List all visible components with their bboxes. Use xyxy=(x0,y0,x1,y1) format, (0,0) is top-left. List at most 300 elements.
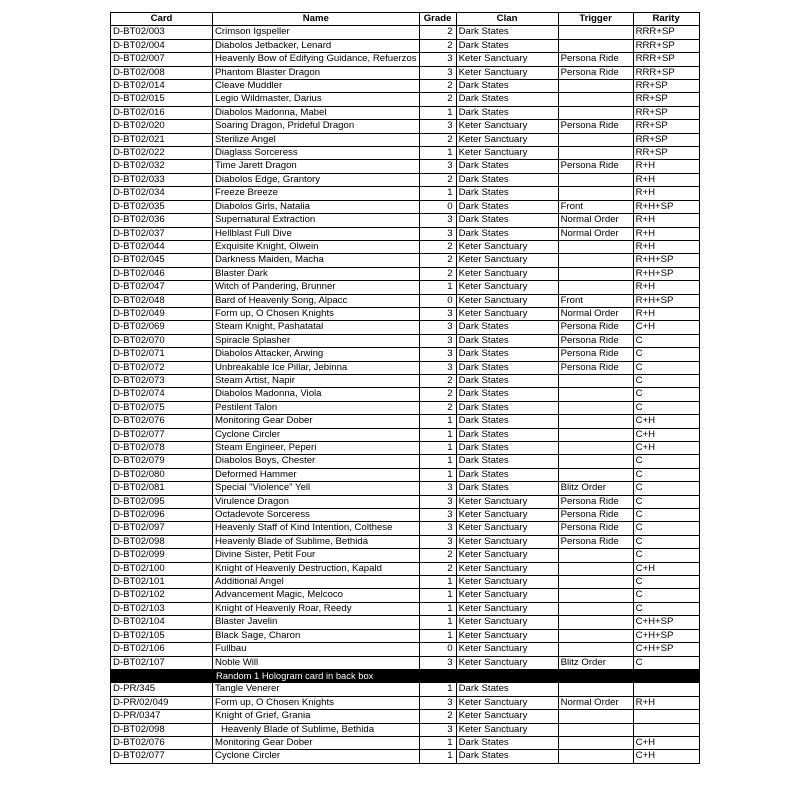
cell-trigger xyxy=(558,736,633,749)
cell-card: D-BT02/095 xyxy=(111,495,213,508)
card-rows xyxy=(111,26,700,670)
cell-rarity: RR+SP xyxy=(633,120,699,133)
cell-grade: 2 xyxy=(419,388,456,401)
cell-trigger xyxy=(558,254,633,267)
cell-clan: Keter Sanctuary xyxy=(456,133,558,146)
table-row xyxy=(111,415,700,428)
cell-card: D-BT02/098 xyxy=(111,723,213,736)
cell-clan: Keter Sanctuary xyxy=(456,254,558,267)
cell-rarity: RRR+SP xyxy=(633,39,699,52)
table-row xyxy=(111,374,700,387)
cell-clan: Keter Sanctuary xyxy=(456,710,558,723)
cell-rarity: C xyxy=(633,374,699,387)
cell-card: D-BT02/105 xyxy=(111,629,213,642)
cell-name: Virulence Dragon xyxy=(213,495,420,508)
cell-clan: Keter Sanctuary xyxy=(456,589,558,602)
cell-rarity: C+H+SP xyxy=(633,629,699,642)
cell-grade: 2 xyxy=(419,93,456,106)
cell-clan: Keter Sanctuary xyxy=(456,307,558,320)
cell-name: Darkness Maiden, Macha xyxy=(213,254,420,267)
cell-rarity: C xyxy=(633,656,699,669)
cell-card: D-BT02/076 xyxy=(111,736,213,749)
header-card: Card xyxy=(111,13,213,26)
cell-clan: Keter Sanctuary xyxy=(456,66,558,79)
table-row xyxy=(111,442,700,455)
table-row xyxy=(111,254,700,267)
cell-rarity: RR+SP xyxy=(633,133,699,146)
cell-clan: Keter Sanctuary xyxy=(456,656,558,669)
table-row xyxy=(111,106,700,119)
cell-grade: 3 xyxy=(419,120,456,133)
cell-name: Supernatural Extraction xyxy=(213,214,420,227)
cell-card: D-BT02/047 xyxy=(111,281,213,294)
cell-rarity: C+H xyxy=(633,736,699,749)
cell-clan: Dark States xyxy=(456,428,558,441)
cell-trigger: Persona Ride xyxy=(558,160,633,173)
cell-grade: 2 xyxy=(419,267,456,280)
cell-rarity: R+H xyxy=(633,160,699,173)
table-row xyxy=(111,576,700,589)
table-row xyxy=(111,66,700,79)
cell-rarity: C xyxy=(633,602,699,615)
cell-rarity: C xyxy=(633,495,699,508)
cell-card: D-BT02/098 xyxy=(111,535,213,548)
cell-card: D-BT02/072 xyxy=(111,361,213,374)
cell-name: Knight of Heavenly Roar, Reedy xyxy=(213,602,420,615)
cell-trigger xyxy=(558,39,633,52)
cell-grade: 3 xyxy=(419,656,456,669)
cell-card: D-BT02/004 xyxy=(111,39,213,52)
cell-name: Bard of Heavenly Song, Alpacc xyxy=(213,294,420,307)
cell-trigger xyxy=(558,401,633,414)
cell-grade: 1 xyxy=(419,106,456,119)
cell-name: Monitoring Gear Dober xyxy=(213,736,420,749)
cell-card: D-PR/02/049 xyxy=(111,696,213,709)
cell-rarity: RRR+SP xyxy=(633,53,699,66)
cell-name: Octadevote Sorceress xyxy=(213,509,420,522)
cell-clan: Keter Sanctuary xyxy=(456,643,558,656)
cell-rarity: C+H+SP xyxy=(633,616,699,629)
cell-card: D-BT02/075 xyxy=(111,401,213,414)
table-row xyxy=(111,535,700,548)
cell-trigger xyxy=(558,468,633,481)
cell-grade: 3 xyxy=(419,160,456,173)
cell-grade: 2 xyxy=(419,39,456,52)
cell-rarity: C xyxy=(633,535,699,548)
cell-clan: Keter Sanctuary xyxy=(456,495,558,508)
cell-grade: 3 xyxy=(419,334,456,347)
cell-card: D-BT02/007 xyxy=(111,53,213,66)
cell-card: D-BT02/099 xyxy=(111,549,213,562)
table-row xyxy=(111,147,700,160)
cell-trigger: Persona Ride xyxy=(558,495,633,508)
table-row xyxy=(111,294,700,307)
cell-trigger xyxy=(558,616,633,629)
cell-name: Tangle Venerer xyxy=(213,683,420,696)
cell-clan: Keter Sanctuary xyxy=(456,723,558,736)
table-row xyxy=(111,240,700,253)
cell-clan: Keter Sanctuary xyxy=(456,509,558,522)
cell-clan: Dark States xyxy=(456,173,558,186)
cell-card: D-BT02/021 xyxy=(111,133,213,146)
cell-name: Form up, O Chosen Knights xyxy=(213,696,420,709)
cell-card: D-BT02/071 xyxy=(111,348,213,361)
cell-clan: Dark States xyxy=(456,374,558,387)
cell-card: D-BT02/003 xyxy=(111,26,213,39)
cell-name: Special "Violence" Yell xyxy=(213,482,420,495)
cell-clan: Keter Sanctuary xyxy=(456,616,558,629)
cell-clan: Keter Sanctuary xyxy=(456,120,558,133)
table-row xyxy=(111,93,700,106)
cell-name: Witch of Pandering, Brunner xyxy=(213,281,420,294)
cell-rarity: C+H+SP xyxy=(633,643,699,656)
table-row xyxy=(111,361,700,374)
cell-clan: Dark States xyxy=(456,415,558,428)
cell-card: D-BT02/074 xyxy=(111,388,213,401)
cell-grade: 2 xyxy=(419,562,456,575)
cell-name: Advancement Magic, Melcoco xyxy=(213,589,420,602)
table-row xyxy=(111,160,700,173)
cell-name: Blaster Dark xyxy=(213,267,420,280)
cell-name: Sterilize Angel xyxy=(213,133,420,146)
cell-clan: Dark States xyxy=(456,388,558,401)
table-row xyxy=(111,53,700,66)
cell-rarity: R+H xyxy=(633,214,699,227)
cell-name: Exquisite Knight, Olwein xyxy=(213,240,420,253)
cell-card: D-BT02/096 xyxy=(111,509,213,522)
header-clan: Clan xyxy=(456,13,558,26)
cell-clan: Dark States xyxy=(456,361,558,374)
card-list-table xyxy=(110,12,700,764)
cell-card: D-BT02/035 xyxy=(111,200,213,213)
cell-trigger xyxy=(558,415,633,428)
cell-name: Diabolos Edge, Grantory xyxy=(213,173,420,186)
table-row xyxy=(111,602,700,615)
cell-clan: Dark States xyxy=(456,401,558,414)
cell-name: Cleave Muddler xyxy=(213,80,420,93)
table-row xyxy=(111,468,700,481)
cell-trigger: Persona Ride xyxy=(558,66,633,79)
cell-grade: 3 xyxy=(419,66,456,79)
cell-trigger: Normal Order xyxy=(558,696,633,709)
cell-grade: 3 xyxy=(419,495,456,508)
cell-trigger xyxy=(558,643,633,656)
cell-rarity: R+H+SP xyxy=(633,294,699,307)
cell-card: D-BT02/045 xyxy=(111,254,213,267)
table-row xyxy=(111,455,700,468)
cell-rarity: C xyxy=(633,522,699,535)
cell-trigger: Persona Ride xyxy=(558,509,633,522)
table-row xyxy=(111,173,700,186)
cell-card: D-BT02/046 xyxy=(111,267,213,280)
cell-trigger xyxy=(558,589,633,602)
cell-grade: 3 xyxy=(419,535,456,548)
cell-name: Knight of Grief, Grania xyxy=(213,710,420,723)
cell-trigger xyxy=(558,147,633,160)
cell-card: D-BT02/044 xyxy=(111,240,213,253)
cell-grade: 3 xyxy=(419,509,456,522)
cell-card: D-BT02/097 xyxy=(111,522,213,535)
cell-grade: 1 xyxy=(419,147,456,160)
cell-rarity: C+H xyxy=(633,428,699,441)
cell-rarity: C+H xyxy=(633,321,699,334)
cell-grade: 2 xyxy=(419,254,456,267)
cell-rarity: R+H+SP xyxy=(633,200,699,213)
table-row xyxy=(111,334,700,347)
cell-card: D-BT02/078 xyxy=(111,442,213,455)
cell-trigger xyxy=(558,281,633,294)
cell-trigger xyxy=(558,388,633,401)
cell-grade: 3 xyxy=(419,696,456,709)
cell-trigger xyxy=(558,455,633,468)
cell-name: Cyclone Circler xyxy=(213,428,420,441)
cell-trigger: Persona Ride xyxy=(558,348,633,361)
cell-clan: Dark States xyxy=(456,106,558,119)
cell-rarity xyxy=(633,683,699,696)
cell-name: Deformed Hammer xyxy=(213,468,420,481)
cell-trigger xyxy=(558,723,633,736)
cell-card: D-BT02/049 xyxy=(111,307,213,320)
cell-clan: Dark States xyxy=(456,214,558,227)
cell-grade: 1 xyxy=(419,281,456,294)
cell-grade: 2 xyxy=(419,374,456,387)
cell-clan: Dark States xyxy=(456,442,558,455)
cell-trigger xyxy=(558,562,633,575)
table-row xyxy=(111,495,700,508)
table-row xyxy=(111,736,700,749)
cell-rarity: R+H xyxy=(633,696,699,709)
table-row xyxy=(111,80,700,93)
cell-trigger xyxy=(558,442,633,455)
header-rarity: Rarity xyxy=(633,13,699,26)
cell-grade: 2 xyxy=(419,549,456,562)
cell-card: D-BT02/104 xyxy=(111,616,213,629)
cell-grade: 2 xyxy=(419,710,456,723)
cell-trigger: Blitz Order xyxy=(558,482,633,495)
cell-rarity: C xyxy=(633,348,699,361)
cell-rarity: R+H xyxy=(633,187,699,200)
cell-rarity: C+H xyxy=(633,750,699,763)
cell-name: Blaster Javelin xyxy=(213,616,420,629)
header-row xyxy=(111,13,700,26)
table-row xyxy=(111,307,700,320)
cell-card: D-BT02/101 xyxy=(111,576,213,589)
cell-rarity: R+H+SP xyxy=(633,254,699,267)
cell-grade: 2 xyxy=(419,133,456,146)
cell-clan: Dark States xyxy=(456,750,558,763)
table-row xyxy=(111,321,700,334)
table-row xyxy=(111,549,700,562)
cell-name: Fullbau xyxy=(213,643,420,656)
table-row xyxy=(111,428,700,441)
cell-name: Diabolos Boys, Chester xyxy=(213,455,420,468)
hologram-banner: Random 1 Hologram card in back box xyxy=(111,669,700,682)
cell-rarity: C xyxy=(633,482,699,495)
cell-rarity: C xyxy=(633,589,699,602)
table-row xyxy=(111,348,700,361)
cell-name: Legio Wildmaster, Darius xyxy=(213,93,420,106)
cell-trigger xyxy=(558,374,633,387)
cell-clan: Keter Sanctuary xyxy=(456,629,558,642)
table-row xyxy=(111,710,700,723)
cell-rarity: C+H xyxy=(633,415,699,428)
cell-name: Form up, O Chosen Knights xyxy=(213,307,420,320)
cell-trigger: Front xyxy=(558,294,633,307)
cell-trigger xyxy=(558,710,633,723)
cell-name: Pestilent Talon xyxy=(213,401,420,414)
cell-grade: 1 xyxy=(419,683,456,696)
cell-name: Heavenly Blade of Sublime, Bethida xyxy=(213,723,420,736)
cell-name: Divine Sister, Petit Four xyxy=(213,549,420,562)
cell-rarity: C xyxy=(633,468,699,481)
extra-card-rows xyxy=(111,683,700,763)
cell-rarity: C+H xyxy=(633,442,699,455)
cell-name: Heavenly Blade of Sublime, Bethida xyxy=(213,535,420,548)
cell-trigger: Persona Ride xyxy=(558,361,633,374)
cell-clan: Keter Sanctuary xyxy=(456,562,558,575)
cell-grade: 3 xyxy=(419,361,456,374)
cell-trigger xyxy=(558,173,633,186)
cell-trigger xyxy=(558,602,633,615)
cell-card: D-BT02/076 xyxy=(111,415,213,428)
cell-card: D-BT02/016 xyxy=(111,106,213,119)
cell-trigger: Persona Ride xyxy=(558,120,633,133)
table-row xyxy=(111,750,700,763)
cell-name: Steam Engineer, Peperi xyxy=(213,442,420,455)
cell-clan: Keter Sanctuary xyxy=(456,535,558,548)
cell-clan: Keter Sanctuary xyxy=(456,267,558,280)
cell-clan: Dark States xyxy=(456,160,558,173)
cell-rarity: C xyxy=(633,401,699,414)
banner-row xyxy=(111,669,700,682)
cell-grade: 3 xyxy=(419,307,456,320)
banner-section xyxy=(111,669,700,682)
cell-clan: Keter Sanctuary xyxy=(456,602,558,615)
cell-card: D-BT02/036 xyxy=(111,214,213,227)
cell-name: Spiracle Splasher xyxy=(213,334,420,347)
cell-grade: 3 xyxy=(419,348,456,361)
cell-trigger xyxy=(558,106,633,119)
cell-grade: 1 xyxy=(419,442,456,455)
cell-rarity: C xyxy=(633,388,699,401)
cell-grade: 1 xyxy=(419,455,456,468)
cell-card: D-BT02/100 xyxy=(111,562,213,575)
table-row xyxy=(111,267,700,280)
header-grade: Grade xyxy=(419,13,456,26)
cell-name: Phantom Blaster Dragon xyxy=(213,66,420,79)
cell-grade: 1 xyxy=(419,589,456,602)
cell-clan: Dark States xyxy=(456,482,558,495)
cell-name: Diabolos Attacker, Arwing xyxy=(213,348,420,361)
cell-card: D-BT02/015 xyxy=(111,93,213,106)
cell-name: Noble Will xyxy=(213,656,420,669)
cell-grade: 1 xyxy=(419,576,456,589)
cell-card: D-BT02/073 xyxy=(111,374,213,387)
header-name: Name xyxy=(213,13,420,26)
cell-clan: Dark States xyxy=(456,93,558,106)
cell-card: D-PR/345 xyxy=(111,683,213,696)
cell-trigger xyxy=(558,750,633,763)
cell-trigger: Front xyxy=(558,200,633,213)
cell-grade: 1 xyxy=(419,750,456,763)
table-row xyxy=(111,388,700,401)
cell-clan: Keter Sanctuary xyxy=(456,522,558,535)
cell-card: D-BT02/102 xyxy=(111,589,213,602)
cell-rarity: RR+SP xyxy=(633,93,699,106)
cell-grade: 1 xyxy=(419,602,456,615)
table-row xyxy=(111,643,700,656)
cell-trigger xyxy=(558,629,633,642)
table-row xyxy=(111,629,700,642)
cell-grade: 1 xyxy=(419,428,456,441)
cell-card: D-BT02/081 xyxy=(111,482,213,495)
cell-name: Monitoring Gear Dober xyxy=(213,415,420,428)
cell-rarity: C xyxy=(633,361,699,374)
cell-rarity: C xyxy=(633,549,699,562)
table-row xyxy=(111,696,700,709)
cell-rarity: RRR+SP xyxy=(633,66,699,79)
cell-grade: 0 xyxy=(419,200,456,213)
cell-clan: Dark States xyxy=(456,683,558,696)
cell-grade: 3 xyxy=(419,723,456,736)
table-row xyxy=(111,589,700,602)
table-row xyxy=(111,214,700,227)
cell-name: Steam Artist, Napir xyxy=(213,374,420,387)
cell-grade: 0 xyxy=(419,294,456,307)
cell-clan: Keter Sanctuary xyxy=(456,281,558,294)
cell-grade: 1 xyxy=(419,468,456,481)
cell-card: D-PR/0347 xyxy=(111,710,213,723)
table-row xyxy=(111,200,700,213)
cell-clan: Dark States xyxy=(456,39,558,52)
cell-trigger xyxy=(558,267,633,280)
cell-rarity: RR+SP xyxy=(633,80,699,93)
cell-trigger: Persona Ride xyxy=(558,53,633,66)
cell-rarity: R+H xyxy=(633,227,699,240)
cell-grade: 3 xyxy=(419,214,456,227)
cell-rarity: RR+SP xyxy=(633,147,699,160)
table-row xyxy=(111,683,700,696)
cell-grade: 1 xyxy=(419,415,456,428)
cell-rarity: RR+SP xyxy=(633,106,699,119)
table-row xyxy=(111,509,700,522)
cell-grade: 1 xyxy=(419,616,456,629)
cell-card: D-BT02/106 xyxy=(111,643,213,656)
cell-clan: Keter Sanctuary xyxy=(456,147,558,160)
cell-card: D-BT02/107 xyxy=(111,656,213,669)
table-row xyxy=(111,187,700,200)
cell-clan: Keter Sanctuary xyxy=(456,696,558,709)
cell-name: Cyclone Circler xyxy=(213,750,420,763)
cell-name: Heavenly Bow of Edifying Guidance, Refuerzos xyxy=(213,53,420,66)
cell-clan: Dark States xyxy=(456,80,558,93)
cell-trigger xyxy=(558,683,633,696)
table-row xyxy=(111,723,700,736)
cell-clan: Dark States xyxy=(456,187,558,200)
cell-card: D-BT02/034 xyxy=(111,187,213,200)
cell-grade: 3 xyxy=(419,321,456,334)
cell-clan: Dark States xyxy=(456,455,558,468)
cell-grade: 2 xyxy=(419,173,456,186)
cell-trigger xyxy=(558,549,633,562)
table-row xyxy=(111,120,700,133)
cell-grade: 3 xyxy=(419,482,456,495)
cell-grade: 3 xyxy=(419,227,456,240)
cell-grade: 2 xyxy=(419,26,456,39)
cell-name: Soaring Dragon, Prideful Dragon xyxy=(213,120,420,133)
cell-trigger: Persona Ride xyxy=(558,334,633,347)
cell-rarity: R+H xyxy=(633,307,699,320)
